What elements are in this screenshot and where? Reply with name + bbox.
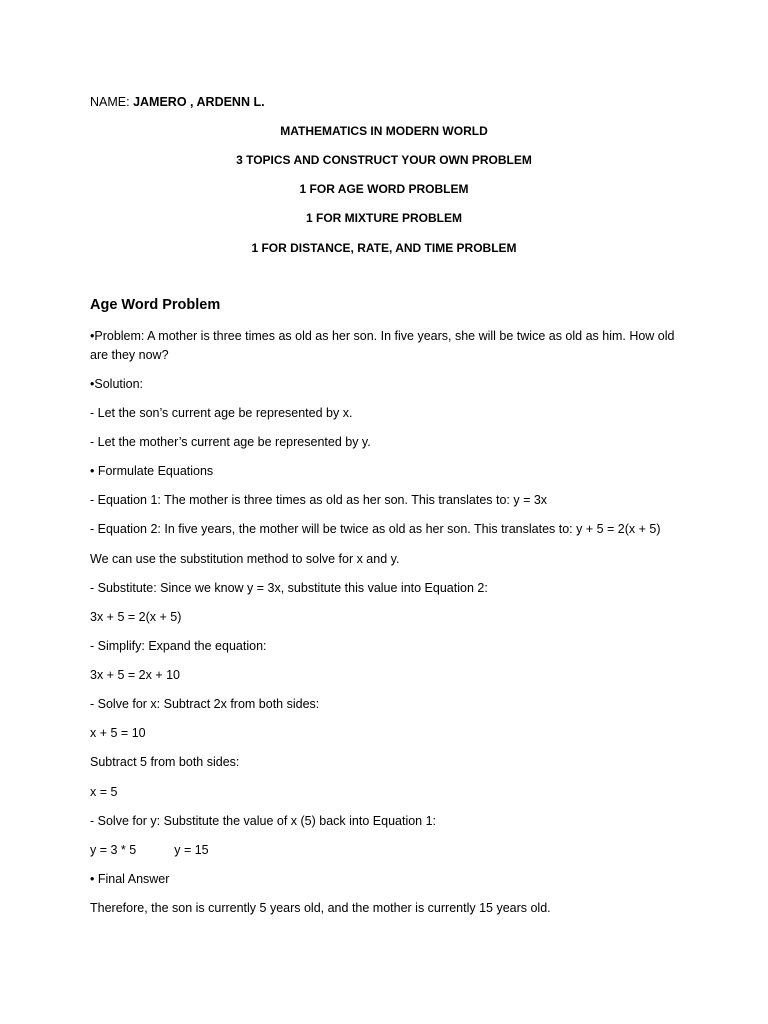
- topic-age: 1 FOR AGE WORD PROBLEM: [299, 182, 469, 196]
- substituted-equation: 3x + 5 = 2(x + 5): [90, 610, 182, 624]
- course-title: MATHEMATICS IN MODERN WORLD: [280, 124, 488, 138]
- solve-y-step: - Solve for y: Substitute the value of x (5) back into Equation 1:: [90, 814, 437, 828]
- topic-distance: 1 FOR DISTANCE, RATE, AND TIME PROBLEM: [251, 241, 517, 255]
- final-answer-label: • Final Answer: [90, 872, 170, 886]
- y-equation-line: [90, 842, 209, 858]
- solution-label: •Solution:: [90, 377, 144, 391]
- y-result: y = 15: [174, 843, 209, 857]
- let-mother: - Let the mother’s current age be represented by y.: [90, 435, 371, 449]
- simplify-step: - Simplify: Expand the equation:: [90, 639, 267, 653]
- let-son: - Let the son’s current age be represented by x.: [90, 406, 353, 420]
- substitute-step: - Substitute: Since we know y = 3x, substitute this value into Equation 2:: [90, 581, 488, 595]
- task-title: 3 TOPICS AND CONSTRUCT YOUR OWN PROBLEM: [236, 153, 532, 167]
- y-calculation: y = 3 * 5: [90, 843, 137, 857]
- formulate-label: • Formulate Equations: [90, 464, 214, 478]
- student-name: JAMERO , ARDENN L.: [133, 95, 265, 109]
- name-line: [90, 94, 265, 110]
- name-label: NAME:: [90, 95, 130, 109]
- topic-mixture: 1 FOR MIXTURE PROBLEM: [305, 211, 462, 225]
- problem-statement: •Problem: A mother is three times as old as her son. In five years, she will be twice as old as him. How old are they now?: [90, 329, 675, 362]
- equation-1: - Equation 1: The mother is three times as old as her son. This translates to: y = 3x: [90, 493, 548, 507]
- x-step-equation: x + 5 = 10: [90, 726, 146, 740]
- solve-x-step: - Solve for x: Subtract 2x from both sides:: [90, 697, 320, 711]
- equation-2: - Equation 2: In five years, the mother will be twice as old as her son. This translates to: y + 5 = 2(x + 5): [90, 522, 661, 536]
- section-heading: Age Word Problem: [90, 297, 221, 313]
- method-text: We can use the substitution method to solve for x and y.: [90, 552, 400, 566]
- x-result: x = 5: [90, 785, 118, 799]
- subtract-five-step: Subtract 5 from both sides:: [90, 755, 240, 769]
- expanded-equation: 3x + 5 = 2x + 10: [90, 668, 180, 682]
- conclusion: Therefore, the son is currently 5 years old, and the mother is currently 15 years old.: [90, 901, 551, 915]
